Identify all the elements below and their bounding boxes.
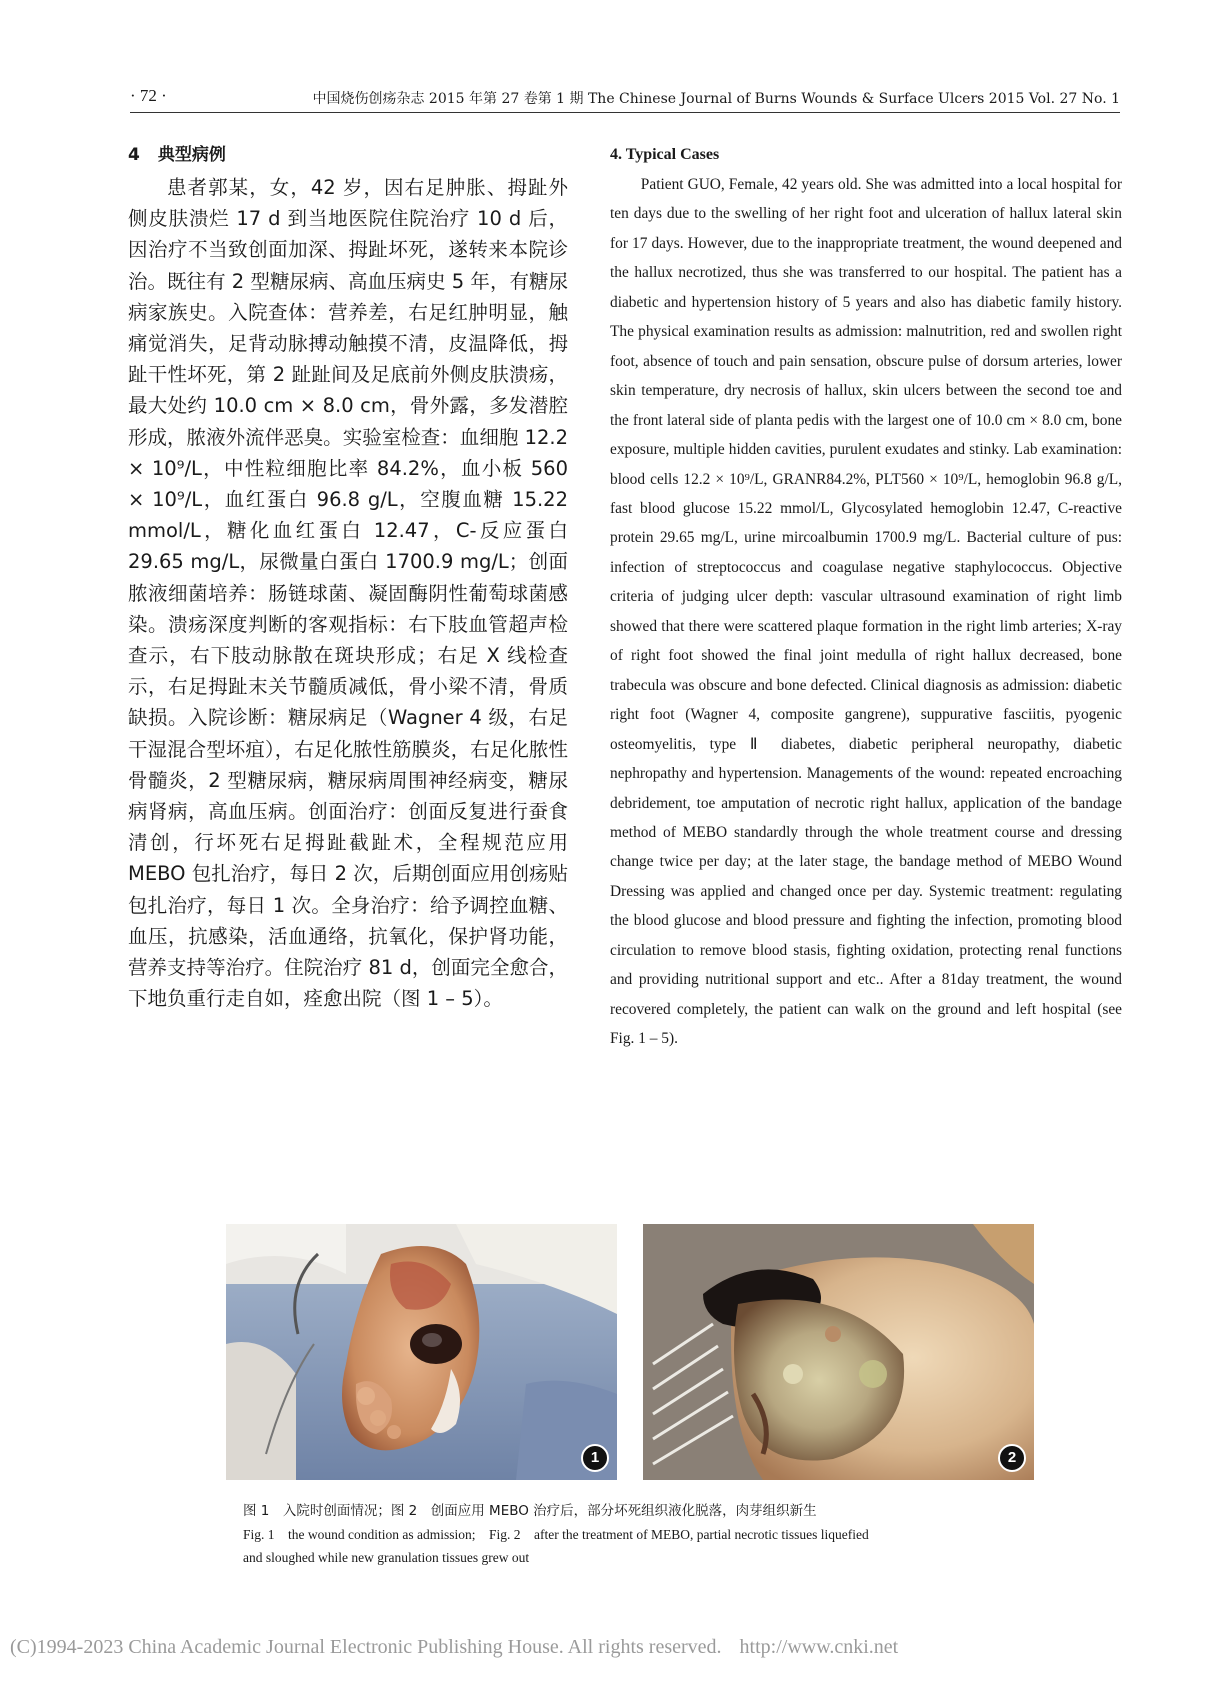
foot-wound-admission-image [226,1224,617,1480]
english-column [610,142,1122,1054]
chinese-column [128,142,568,1014]
copyright-text: (C)1994-2023 China Academic Journal Electronic Publishing House. All rights reserved. [10,1636,722,1658]
copyright-footer [10,1636,1210,1659]
header-rule [130,112,1120,113]
zh-section-number: 4 [128,145,140,165]
page-number: · 72 · [130,86,167,105]
figure-2-photo [643,1224,1034,1480]
figure-2-badge: 2 [998,1444,1026,1472]
caption-english-line-2: and sloughed while new granulation tissues grew out [243,1550,530,1565]
caption-english-line-1: Fig. 1 the wound condition as admission; Fig. 2 after the treatment of MEBO, partial necrotic tissues liquefied [243,1527,869,1542]
figure-1-badge: 1 [581,1444,609,1472]
en-case-paragraph: Patient GUO, Female, 42 years old. She was admitted into a local hospital for ten days due to the swelling of her right foot and ulceration of hallux lateral skin for 17 days. However, due to the inappropriate treatment, the wound deepened and the hallux necrotized, thus she was transferred to our hospital. The patient has a diabetic and hypertension history of 5 years and also has diabetic family history. The physical examination results as admission: malnutrition, red and swollen right foot, absence of touch and pain sensation, obscure pulse of dorsum arteries, lower skin temperature, dry necrosis of hallux, skin ulcers between the second toe and the front lateral side of planta pedis with the largest one of 10.0 cm × 8.0 cm, bone exposure, multiple hidden cavities, purulent exudates and stinky. Lab examination: blood cells 12.2 × 10⁹/L, GRANR84.2%, PLT560 × 10⁹/L, hemoglobin 96.8 g/L, fast blood glucose 15.22 mmol/L, Glycosylated hemoglobin 12.47, C-reactive protein 29.65 mg/L, urine mircoalbumin 1700.9 mg/L. Bacterial culture of pus: infection of streptococcus and coagulase negative staphylococcus. Objective criteria of judging ulcer depth: vascular ultrasound examination of right limb showed that there were scattered plaque formation in the right limb arteries; X-ray of right foot showed the final joint medulla of right hallux decreased, bone trabecula was obscure and bone defected. Clinical diagnosis as admission: diabetic right foot (Wagner 4, composite gangrene), suppurative fasciitis, pyogenic osteomyelitis, type Ⅱ diabetes, diabetic peripheral neuropathy, diabetic nephropathy and hypertension. Managements of the wound: repeated encroaching debridement, toe amputation of necrotic right hallux, application of the bandage method of MEBO standardly through the whole treatment course and dressing change twice per day; at the later stage, the bandage method of MEBO Wound Dressing was applied and changed once per day. Systemic treatment: regulating the blood glucose and blood pressure and fighting the infection, promoting blood circulation to remove blood stasis, fighting oxidation, protecting renal functions and providing nutritional support and etc.. After a 81day treatment, the wound recovered completely, the patient can walk on the ground and left hospital (see Fig. 1 – 5). [610,176,1122,1048]
zh-section-title: 典型病例 [157,145,226,165]
cnki-link[interactable]: http://www.cnki.net [739,1636,899,1658]
en-section-heading: 4. Typical Cases [610,146,720,163]
zh-case-paragraph: 患者郭某，女，42 岁，因右足肿胀、拇趾外侧皮肤溃烂 17 d 到当地医院住院治疗 10 d 后，因治疗不当致创面加深、拇趾坏死，遂转来本院诊治。既往有 2 型糖尿病、高血压病史 5 年，有糖尿病家族史。入院查体：营养差，右足红肿明显，触痛觉消失，足背动脉搏动触摸不清，皮温降低，拇趾干性坏死，第 2 趾趾间及足底前外侧皮肤溃疡，最大处约 10.0 cm × 8.0 cm，骨外露，多发潜腔形成，脓液外流伴恶臭。实验室检查：血细胞 12.2 × 10⁹/L，中性粒细胞比率 84.2%，血小板 560 × 10⁹/L，血红蛋白 96.8 g/L，空腹血糖 15.22 mmol/L，糖化血红蛋白 12.47，C-反应蛋白 29.65 mg/L，尿微量白蛋白 1700.9 mg/L；创面脓液细菌培养：肠链球菌、凝固酶阴性葡萄球菌感染。溃疡深度判断的客观指标：右下肢血管超声检查示，右下肢动脉散在斑块形成；右足 X 线检查示，右足拇趾末关节髓质减低，骨小梁不清，骨质缺损。入院诊断：糖尿病足（Wagner 4 级，右足干湿混合型坏疽），右足化脓性筋膜炎，右足化脓性骨髓炎，2 型糖尿病，糖尿病周围神经病变，糖尿病肾病，高血压病。创面治疗：创面反复进行蚕食清创，行坏死右足拇趾截趾术，全程规范应用 MEBO 包扎治疗，每日 2 次，后期创面应用创疡贴包扎治疗，每日 1 次。全身治疗：给予调控血糖、血压，抗感染，活血通络，抗氧化，保护肾功能，营养支持等治疗。住院治疗 81 d，创面完全愈合，下地负重行走自如，痊愈出院（图 1 – 5）。 [128,176,568,1011]
foot-wound-after-mebo-image [643,1224,1034,1480]
running-header [130,86,1120,110]
zh-section-heading [128,142,568,168]
figure-caption [243,1500,1043,1569]
journal-citation: 中国烧伤创疡杂志 2015 年第 27 卷第 1 期 The Chinese Journal of Burns Wounds & Surface Ulcers 2015 Vol. 27 No. 1 [312,91,1120,107]
caption-chinese: 图 1 入院时创面情况；图 2 创面应用 MEBO 治疗后，部分坏死组织液化脱落，肉芽组织新生 [243,1503,817,1519]
figure-1-photo [226,1224,617,1480]
